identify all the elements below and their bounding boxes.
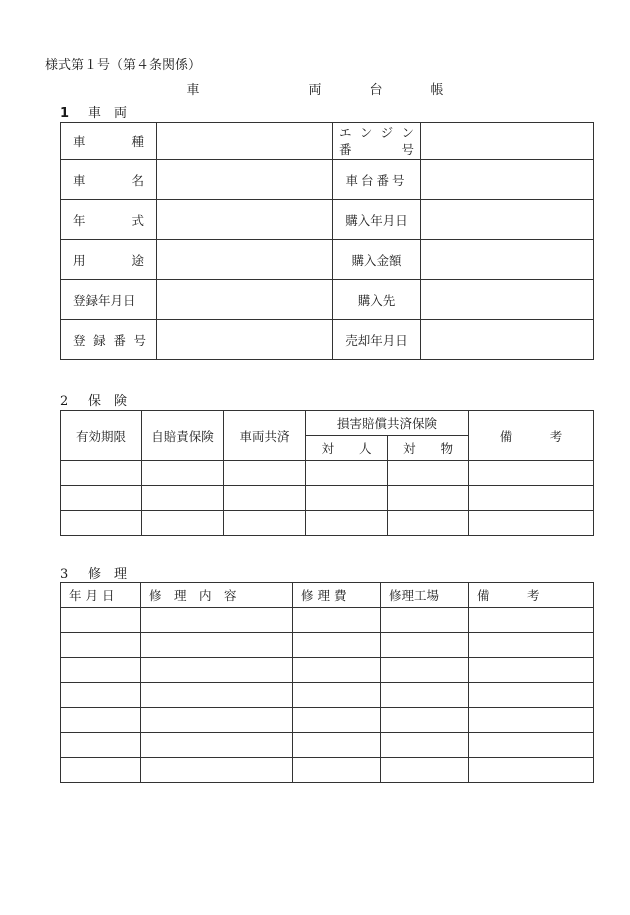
table-cell[interactable] <box>469 633 594 658</box>
table-row <box>61 461 594 486</box>
table-cell[interactable] <box>61 658 141 683</box>
section-number: 3 <box>60 567 69 582</box>
insurance-table <box>60 410 594 536</box>
table-row <box>61 200 594 240</box>
table-cell[interactable] <box>381 733 469 758</box>
table-cell[interactable] <box>61 486 142 511</box>
label-cell: 車 種 <box>61 123 157 160</box>
table-cell[interactable] <box>469 486 594 511</box>
header-date: 年 月 日 <box>61 583 141 608</box>
title-char: 車 <box>186 83 200 98</box>
label-cell: 登 録 番 号 <box>61 320 157 360</box>
header-vehicle-mutual-aid: 車両共済 <box>224 411 306 461</box>
label-cell: 車 名 <box>61 160 157 200</box>
table-cell[interactable] <box>306 511 388 536</box>
header-repair-content: 修 理 内 容 <box>141 583 293 608</box>
table-cell[interactable] <box>141 758 293 783</box>
table-row <box>61 758 594 783</box>
table-cell[interactable] <box>141 708 293 733</box>
table-cell[interactable] <box>388 461 469 486</box>
table-cell[interactable] <box>61 608 141 633</box>
table-cell[interactable] <box>388 486 469 511</box>
section-title: 修 理 <box>88 567 128 582</box>
value-cell[interactable] <box>157 160 333 200</box>
title-char: 両 <box>308 83 322 98</box>
label-cell-engine-number: エ ン ジ ン 番 号 <box>333 123 421 160</box>
table-cell[interactable] <box>61 758 141 783</box>
value-cell[interactable] <box>421 320 594 360</box>
value-cell[interactable] <box>421 240 594 280</box>
header-repair-cost: 修 理 費 <box>293 583 381 608</box>
table-row <box>61 240 594 280</box>
table-row <box>61 123 594 160</box>
table-cell[interactable] <box>469 708 594 733</box>
header-remarks: 備 考 <box>469 583 594 608</box>
table-cell[interactable] <box>61 733 141 758</box>
vehicle-table <box>60 122 594 360</box>
table-cell[interactable] <box>293 608 381 633</box>
table-cell[interactable] <box>469 658 594 683</box>
header-remarks: 備 考 <box>469 411 594 461</box>
section-number: 1 <box>60 106 70 121</box>
table-cell[interactable] <box>61 511 142 536</box>
value-cell[interactable] <box>421 160 594 200</box>
table-cell[interactable] <box>293 708 381 733</box>
table-cell[interactable] <box>469 608 594 633</box>
table-cell[interactable] <box>141 608 293 633</box>
table-cell[interactable] <box>306 461 388 486</box>
table-cell[interactable] <box>306 486 388 511</box>
table-cell[interactable] <box>469 683 594 708</box>
table-cell[interactable] <box>381 708 469 733</box>
value-cell[interactable] <box>157 280 333 320</box>
table-cell[interactable] <box>141 733 293 758</box>
table-cell[interactable] <box>224 461 306 486</box>
title-char: 台 <box>369 83 383 98</box>
table-cell[interactable] <box>469 733 594 758</box>
section-heading-repair <box>60 563 127 582</box>
value-cell[interactable] <box>157 123 333 160</box>
header-liability-insurance: 損害賠償共済保険 <box>306 411 469 436</box>
page-title <box>0 79 630 98</box>
table-cell[interactable] <box>388 511 469 536</box>
table-cell[interactable] <box>61 683 141 708</box>
header-property: 対 物 <box>388 436 469 461</box>
form-number: 様式第１号（第４条関係） <box>45 58 202 73</box>
table-cell[interactable] <box>141 658 293 683</box>
header-compulsory-insurance: 自賠責保険 <box>142 411 224 461</box>
table-cell[interactable] <box>293 683 381 708</box>
table-cell[interactable] <box>141 683 293 708</box>
table-header-row <box>61 583 594 608</box>
section-title: 保 険 <box>88 394 128 409</box>
table-cell[interactable] <box>381 658 469 683</box>
table-cell[interactable] <box>293 733 381 758</box>
table-row <box>61 733 594 758</box>
value-cell[interactable] <box>157 320 333 360</box>
repair-table <box>60 582 594 783</box>
section-number: 2 <box>60 394 69 409</box>
section-title: 車 両 <box>88 106 128 121</box>
table-cell[interactable] <box>142 461 224 486</box>
table-cell[interactable] <box>293 658 381 683</box>
table-row <box>61 280 594 320</box>
table-row <box>61 511 594 536</box>
table-row <box>61 708 594 733</box>
label-cell: 売却年月日 <box>333 320 421 360</box>
label-cell: 年 式 <box>61 200 157 240</box>
table-header-row <box>61 411 594 436</box>
table-cell[interactable] <box>293 633 381 658</box>
label-cell: 車台番号 <box>333 160 421 200</box>
label-cell: 購入年月日 <box>333 200 421 240</box>
label-cell: 登録年月日 <box>61 280 157 320</box>
table-row <box>61 683 594 708</box>
value-cell[interactable] <box>421 123 594 160</box>
table-cell[interactable] <box>61 461 142 486</box>
header-valid-period: 有効期限 <box>61 411 142 461</box>
header-person: 対 人 <box>306 436 388 461</box>
table-cell[interactable] <box>469 511 594 536</box>
value-cell[interactable] <box>421 200 594 240</box>
label-cell: 用 途 <box>61 240 157 280</box>
value-cell[interactable] <box>157 200 333 240</box>
table-cell[interactable] <box>142 486 224 511</box>
table-cell[interactable] <box>381 608 469 633</box>
table-cell[interactable] <box>61 633 141 658</box>
section-heading-insurance <box>60 390 127 409</box>
header-repair-shop: 修理工場 <box>381 583 469 608</box>
table-row <box>61 658 594 683</box>
table-cell[interactable] <box>224 486 306 511</box>
label-cell: 購入先 <box>333 280 421 320</box>
table-row <box>61 160 594 200</box>
table-cell[interactable] <box>141 633 293 658</box>
table-cell[interactable] <box>381 758 469 783</box>
table-cell[interactable] <box>61 708 141 733</box>
title-char: 帳 <box>430 83 444 98</box>
table-row <box>61 486 594 511</box>
table-cell[interactable] <box>381 683 469 708</box>
table-row <box>61 633 594 658</box>
table-cell[interactable] <box>469 758 594 783</box>
section-heading-vehicle <box>60 102 127 121</box>
table-cell[interactable] <box>469 461 594 486</box>
label-cell: 購入金額 <box>333 240 421 280</box>
table-cell[interactable] <box>381 633 469 658</box>
table-row <box>61 608 594 633</box>
table-cell[interactable] <box>293 758 381 783</box>
table-cell[interactable] <box>142 511 224 536</box>
value-cell[interactable] <box>157 240 333 280</box>
table-row <box>61 320 594 360</box>
value-cell[interactable] <box>421 280 594 320</box>
table-cell[interactable] <box>224 511 306 536</box>
